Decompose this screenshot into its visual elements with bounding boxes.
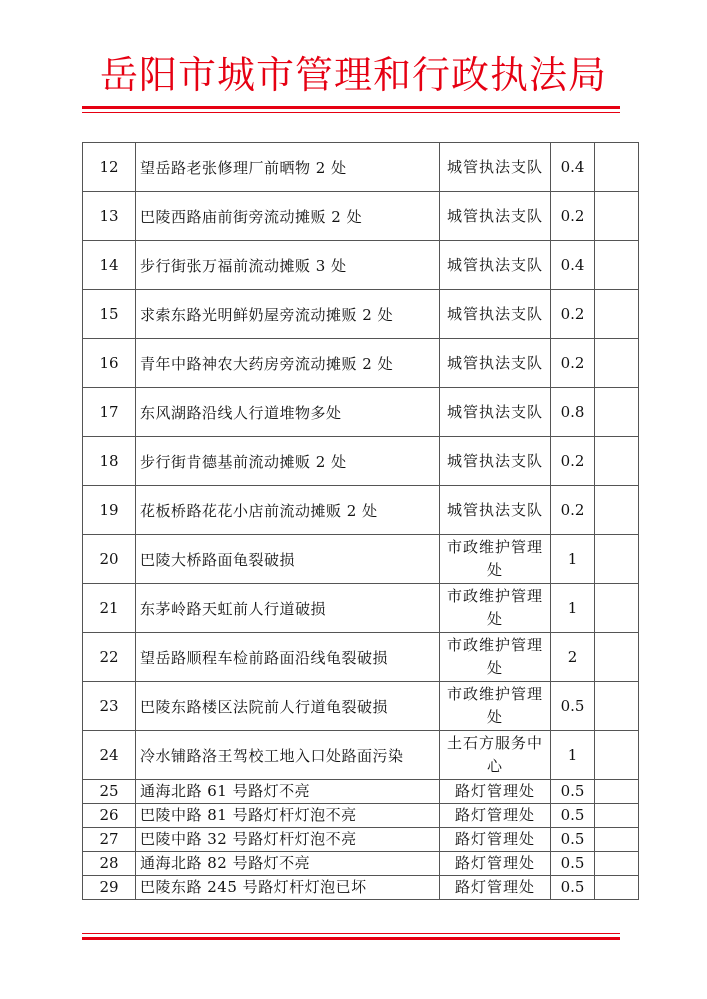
row-number: 27 [83,828,136,852]
remarks-cell [595,339,639,388]
deduction-score: 0.5 [551,828,595,852]
deduction-score: 1 [551,731,595,780]
deduction-score: 1 [551,584,595,633]
table-row [83,804,639,828]
remarks-cell [595,804,639,828]
remarks-cell [595,852,639,876]
deduction-score: 0.4 [551,143,595,192]
footer-divider-thick [82,937,620,940]
remarks-cell [595,633,639,682]
issue-description: 步行街肯德基前流动摊贩 2 处 [136,437,440,486]
row-number: 17 [83,388,136,437]
table-row [83,486,639,535]
remarks-cell [595,828,639,852]
deduction-score: 1 [551,535,595,584]
table-row [83,339,639,388]
issue-description: 巴陵大桥路面龟裂破损 [136,535,440,584]
header-divider-thin [82,112,620,113]
responsible-unit: 土石方服务中心 [440,731,551,780]
row-number: 20 [83,535,136,584]
table-row [83,633,639,682]
deduction-score: 0.5 [551,804,595,828]
deduction-score: 0.5 [551,852,595,876]
row-number: 22 [83,633,136,682]
table-row [83,731,639,780]
table-row [83,241,639,290]
deduction-score: 2 [551,633,595,682]
responsible-unit: 城管执法支队 [440,290,551,339]
remarks-cell [595,388,639,437]
responsible-unit: 路灯管理处 [440,780,551,804]
table-row [83,876,639,900]
row-number: 28 [83,852,136,876]
remarks-cell [595,682,639,731]
issue-description: 东风湖路沿线人行道堆物多处 [136,388,440,437]
row-number: 26 [83,804,136,828]
responsible-unit: 城管执法支队 [440,241,551,290]
issue-description: 青年中路神农大药房旁流动摊贩 2 处 [136,339,440,388]
issue-description: 冷水铺路洛王驾校工地入口处路面污染 [136,731,440,780]
issue-description: 巴陵东路 245 号路灯杆灯泡已坏 [136,876,440,900]
issue-description: 通海北路 61 号路灯不亮 [136,780,440,804]
table-row [83,682,639,731]
page-header-title: 岳阳市城市管理和行政执法局 [99,53,607,97]
responsible-unit: 路灯管理处 [440,828,551,852]
row-number: 29 [83,876,136,900]
issue-description: 望岳路老张修理厂前晒物 2 处 [136,143,440,192]
issue-description: 通海北路 82 号路灯不亮 [136,852,440,876]
deduction-score: 0.4 [551,241,595,290]
table-row [83,388,639,437]
responsible-unit: 城管执法支队 [440,143,551,192]
row-number: 12 [83,143,136,192]
deduction-score: 0.8 [551,388,595,437]
remarks-cell [595,584,639,633]
responsible-unit: 城管执法支队 [440,339,551,388]
deduction-score: 0.2 [551,437,595,486]
remarks-cell [595,731,639,780]
responsible-unit: 城管执法支队 [440,192,551,241]
row-number: 14 [83,241,136,290]
row-number: 23 [83,682,136,731]
row-number: 18 [83,437,136,486]
table-row [83,143,639,192]
table-row [83,780,639,804]
table-row [83,852,639,876]
responsible-unit: 城管执法支队 [440,437,551,486]
issue-description: 求索东路光明鲜奶屋旁流动摊贩 2 处 [136,290,440,339]
remarks-cell [595,780,639,804]
responsible-unit: 市政维护管理处 [440,633,551,682]
table-row [83,290,639,339]
issue-description: 东茅岭路天虹前人行道破损 [136,584,440,633]
deduction-score: 0.2 [551,339,595,388]
remarks-cell [595,241,639,290]
table-row [83,584,639,633]
row-number: 24 [83,731,136,780]
remarks-cell [595,486,639,535]
issue-description: 花板桥路花花小店前流动摊贩 2 处 [136,486,440,535]
remarks-cell [595,535,639,584]
deduction-score: 0.5 [551,876,595,900]
remarks-cell [595,437,639,486]
header-divider-thick [82,106,620,109]
deduction-score: 0.2 [551,192,595,241]
responsible-unit: 路灯管理处 [440,852,551,876]
remarks-cell [595,290,639,339]
table-row [83,192,639,241]
deduction-score: 0.2 [551,486,595,535]
row-number: 13 [83,192,136,241]
responsible-unit: 城管执法支队 [440,486,551,535]
issue-description: 望岳路顺程车检前路面沿线龟裂破损 [136,633,440,682]
deduction-score: 0.5 [551,780,595,804]
row-number: 19 [83,486,136,535]
row-number: 15 [83,290,136,339]
issue-description: 巴陵中路 81 号路灯杆灯泡不亮 [136,804,440,828]
remarks-cell [595,876,639,900]
responsible-unit: 路灯管理处 [440,876,551,900]
responsible-unit: 市政维护管理处 [440,535,551,584]
issue-table-body [83,143,639,900]
responsible-unit: 市政维护管理处 [440,682,551,731]
row-number: 25 [83,780,136,804]
row-number: 21 [83,584,136,633]
remarks-cell [595,192,639,241]
issue-description: 巴陵中路 32 号路灯杆灯泡不亮 [136,828,440,852]
footer-divider-thin [82,933,620,934]
table-row [83,535,639,584]
deduction-score: 0.5 [551,682,595,731]
deduction-score: 0.2 [551,290,595,339]
issue-description: 巴陵西路庙前街旁流动摊贩 2 处 [136,192,440,241]
responsible-unit: 市政维护管理处 [440,584,551,633]
row-number: 16 [83,339,136,388]
issue-description: 步行街张万福前流动摊贩 3 处 [136,241,440,290]
issue-description: 巴陵东路楼区法院前人行道龟裂破损 [136,682,440,731]
remarks-cell [595,143,639,192]
table-row [83,437,639,486]
responsible-unit: 路灯管理处 [440,804,551,828]
responsible-unit: 城管执法支队 [440,388,551,437]
issue-table [82,142,639,900]
table-row [83,828,639,852]
